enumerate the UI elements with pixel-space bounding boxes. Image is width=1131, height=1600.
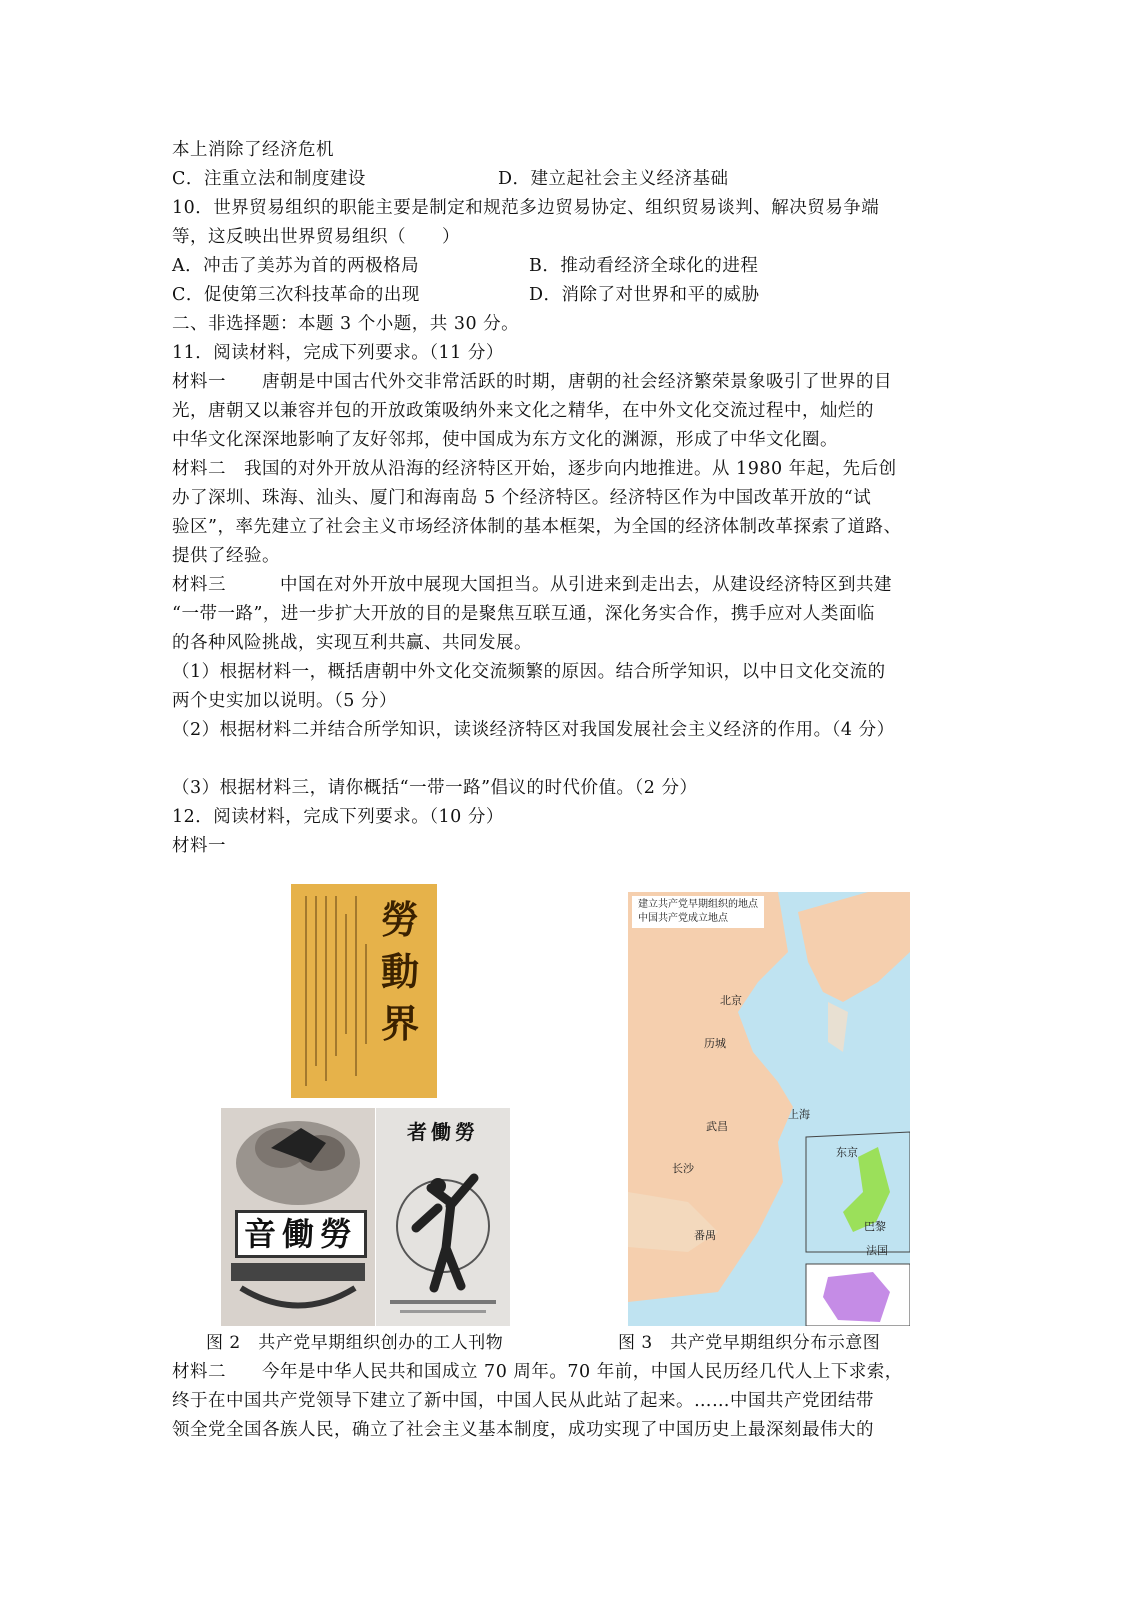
subquestion-1-line-2: 两个史实加以说明。（5 分）	[172, 691, 397, 711]
material-3-line-1: 材料三 中国在对外开放中展现大国担当。从引进来到走出去，从建设经济特区到共建	[172, 575, 892, 595]
subquestion-3: （3）根据材料三，请你概括“一带一路”倡议的时代价值。（2 分）	[172, 778, 698, 798]
option-q10a: A．冲击了美苏为首的两极格局	[172, 256, 420, 276]
material-2-line-1: 材料二 我国的对外开放从沿海的经济特区开始，逐步向内地推进。从 1980 年起，先后创	[172, 459, 897, 479]
magazine-cover-laodongyin	[221, 1108, 375, 1326]
option-q10d: D．消除了对世界和平的威胁	[529, 285, 760, 305]
question-10-line-2: 等，这反映出世界贸易组织（ ）	[172, 227, 460, 247]
section-heading: 二、非选择题：本题 3 个小题，共 30 分。	[172, 314, 520, 334]
map-label-paris: 巴黎	[864, 1220, 886, 1233]
figure-3-caption: 图 3 共产党早期组织分布示意图	[618, 1333, 881, 1353]
material-3-line-3: 的各种风险挑战，实现互利共赢、共同发展。	[172, 633, 532, 653]
map-legend	[632, 896, 764, 928]
figure-2-caption: 图 2 共产党早期组织创办的工人刊物	[206, 1333, 504, 1353]
map-label-tokyo: 东京	[836, 1146, 858, 1159]
material-2-line-3: 验区”，率先建立了社会主义市场经济体制的基本框架，为全国的经济体制改革探索了道路、	[172, 517, 902, 537]
material-3-line-2: “一带一路”，进一步扩大开放的目的是聚焦互联互通，深化务实合作，携手应对人类面临	[172, 604, 875, 624]
text-line: 本上消除了经济危机	[172, 140, 334, 160]
option-q9d: D．建立起社会主义经济基础	[498, 169, 729, 189]
subquestion-1-line-1: （1）根据材料一，概括唐朝中外文化交流频繁的原因。结合所学知识，以中日文化交流的	[172, 662, 886, 682]
material-1-line-3: 中华文化深深地影响了友好邻邦，使中国成为东方文化的渊源，形成了中华文化圈。	[172, 430, 838, 450]
subquestion-2: （2）根据材料二并结合所学知识，读谈经济特区对我国发展社会主义经济的作用。（4 分）	[172, 720, 895, 740]
magazine-cover-laodongjie	[291, 884, 437, 1098]
material-2b-line-3: 领全党全国各族人民，确立了社会主义基本制度，成功实现了中国历史上最深刻最伟大的	[172, 1420, 874, 1440]
material-1-line-1: 材料一 唐朝是中国古代外交非常活跃的时期，唐朝的社会经济繁荣景象吸引了世界的目	[172, 372, 892, 392]
magazine-title: 者働勞	[407, 1120, 479, 1144]
worker-illustration	[376, 1108, 510, 1326]
material-2-line-2: 办了深圳、珠海、汕头、厦门和海南岛 5 个经济特区。经济特区作为中国改革开放的“试	[172, 488, 872, 508]
map-label-wuchang: 武昌	[706, 1120, 728, 1133]
legend-party-founding: 中国共产党成立地点	[638, 913, 728, 924]
question-12-heading: 12．阅读材料，完成下列要求。（10 分）	[172, 807, 504, 827]
question-10-line-1: 10．世界贸易组织的职能主要是制定和规范多边贸易协定、组织贸易谈判、解决贸易争端	[172, 198, 880, 218]
map-party-early-organizations	[628, 892, 910, 1326]
material-2b-line-1: 材料二 今年是中华人民共和国成立 70 周年。70 年前，中国人民历经几代人上下求索，	[172, 1362, 903, 1382]
map-label-changsha: 长沙	[672, 1162, 694, 1175]
magazine-title: 勞動界	[380, 897, 419, 1046]
map-label-shanghai: 上海	[788, 1108, 810, 1121]
material-2b-line-2: 终于在中国共产党领导下建立了新中国，中国人民从此站了起来。……中国共产党团结带	[172, 1391, 874, 1411]
material-1-line-2: 光，唐朝又以兼容并包的开放政策吸纳外来文化之精华，在中外文化交流过程中，灿烂的	[172, 401, 874, 421]
magazine-title: 音働勞	[235, 1210, 367, 1258]
question-11-heading: 11．阅读材料，完成下列要求。（11 分）	[172, 343, 504, 363]
map-label-licheng: 历城	[704, 1037, 726, 1050]
option-q10b: B．推动看经济全球化的进程	[529, 256, 759, 276]
option-q9c: C．注重立法和制度建设	[172, 169, 366, 189]
material-1-label: 材料一	[172, 836, 226, 856]
map-label-france: 法国	[866, 1244, 888, 1257]
material-2-line-4: 提供了经验。	[172, 546, 280, 566]
map-label-panyu: 番禺	[694, 1229, 716, 1242]
map-label-beijing: 北京	[720, 994, 742, 1007]
legend-early-organization: 建立共产党早期组织的地点	[638, 899, 758, 910]
magazine-cover-laodongzhe	[376, 1108, 510, 1326]
option-q10c: C．促使第三次科技革命的出现	[172, 285, 420, 305]
map-land	[628, 892, 910, 1326]
